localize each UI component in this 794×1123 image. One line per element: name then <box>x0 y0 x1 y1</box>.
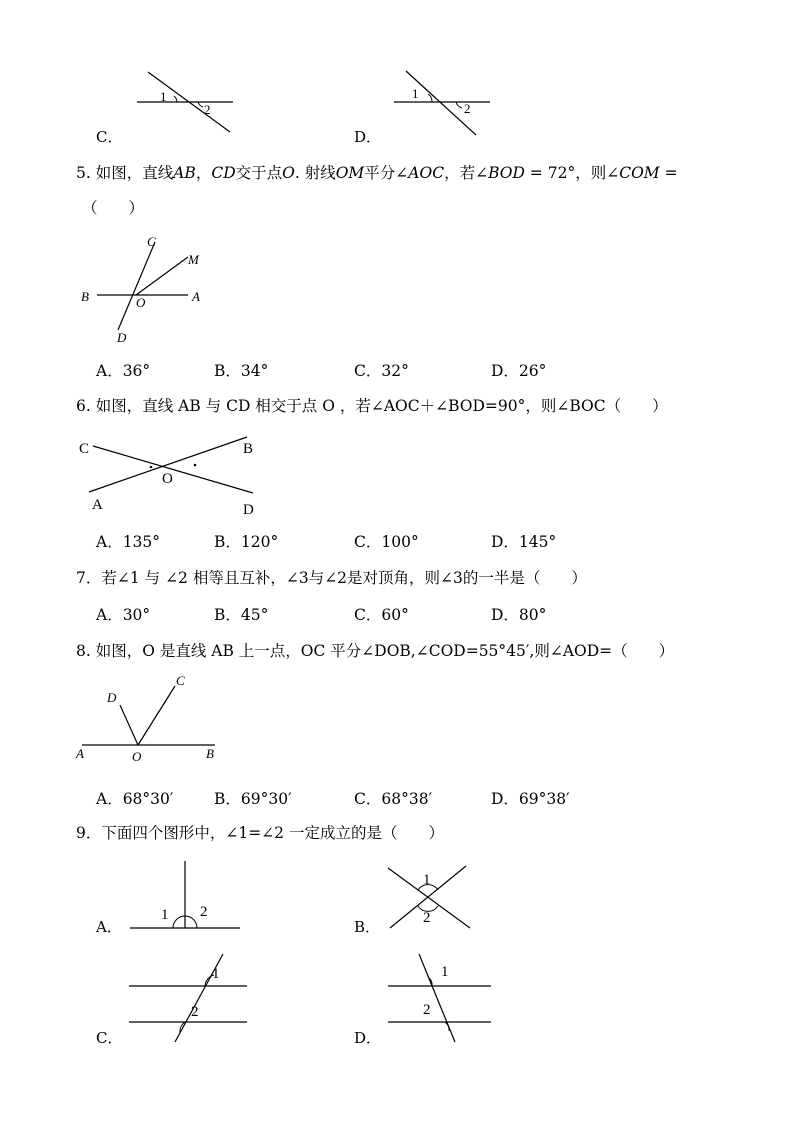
angle-label-1: 1 <box>423 872 431 888</box>
q5-option-c[interactable]: C．32° <box>354 362 409 380</box>
angle-label-2: 2 <box>200 904 208 920</box>
q6-option-d[interactable]: D．145° <box>491 533 557 551</box>
q5-math-com: COM <box>619 164 660 182</box>
angle-label-1: 1 <box>161 907 169 923</box>
angle-label-1: 1 <box>160 89 167 104</box>
point-o-label: O <box>132 749 142 764</box>
q6-option-b[interactable]: B．120° <box>214 533 279 551</box>
angle-label-1: 1 <box>441 964 449 980</box>
figure-q9-b <box>380 858 480 938</box>
q5-text: ，则∠ <box>575 164 620 182</box>
q5-math-ab: AB <box>173 164 196 182</box>
q8-option-c[interactable]: C．68°38′ <box>354 790 433 808</box>
angle-label-2: 2 <box>191 1004 199 1020</box>
point-o-label: O <box>136 295 146 310</box>
point-m-label: M <box>188 252 199 267</box>
point-c-label: C <box>176 673 185 688</box>
q5-math-om: OM <box>335 164 365 182</box>
figure-top-d <box>388 65 498 135</box>
figure-q9-c <box>125 950 255 1045</box>
q5-text: ，若∠ <box>444 164 489 182</box>
q6-option-a[interactable]: A．135° <box>96 533 161 551</box>
point-d-label: D <box>117 330 127 345</box>
figure-q5 <box>75 230 215 350</box>
point-d-label: D <box>243 502 254 518</box>
q5-option-d[interactable]: D．26° <box>491 362 547 380</box>
q5-math-o: O <box>282 164 295 182</box>
q5-text: 5. 如图，直线 <box>76 164 174 182</box>
q9-option-b-label[interactable]: B． <box>354 918 381 936</box>
q5-text: = <box>659 164 678 182</box>
q5-math-aoc: AOC <box>408 164 445 182</box>
option-d-label: D． <box>354 128 382 146</box>
q5-answer-paren: （ ） <box>82 199 145 217</box>
q5-text: ， <box>195 164 212 182</box>
angle-label-2: 2 <box>464 101 471 116</box>
point-o-label: O <box>162 471 173 487</box>
point-b-label: B <box>243 441 254 457</box>
angle-label-2: 2 <box>423 910 431 926</box>
q7-option-c[interactable]: C．60° <box>354 606 409 624</box>
q8-stem: 8. 如图，O 是直线 AB 上一点，OC 平分∠DOB,∠COD=55°45′,则∠AOD=（ ） <box>76 642 675 660</box>
q7-option-d[interactable]: D．80° <box>491 606 547 624</box>
figure-q9-a <box>125 858 245 938</box>
q5-text: . 射线 <box>294 164 336 182</box>
q8-option-b[interactable]: B．69°30′ <box>214 790 292 808</box>
q9-stem: 9．下面四个图形中，∠1=∠2 一定成立的是（ ） <box>76 824 444 842</box>
q5-stem <box>76 163 678 183</box>
point-c-label: C <box>79 441 90 457</box>
q5-option-b[interactable]: B．34° <box>214 362 269 380</box>
q5-option-a[interactable]: A．36° <box>96 362 151 380</box>
angle-label-2: 2 <box>423 1002 431 1018</box>
point-a-label: A <box>192 289 200 304</box>
q7-option-a[interactable]: A．30° <box>96 606 151 624</box>
q9-option-c-label[interactable]: C． <box>96 1029 123 1047</box>
q5-math-cd: CD <box>211 164 236 182</box>
figure-top-c <box>130 65 240 135</box>
point-d-label: D <box>107 690 117 705</box>
point-a-label: A <box>76 746 84 761</box>
q5-text: 交于点 <box>235 164 283 182</box>
angle-label-2: 2 <box>204 102 211 117</box>
figure-q9-d <box>385 950 500 1045</box>
q9-option-d-label[interactable]: D． <box>354 1029 382 1047</box>
q8-option-a[interactable]: A．68°30′ <box>96 790 174 808</box>
q6-stem: 6. 如图，直线 AB 与 CD 相交于点 O ，若∠AOC＋∠BOD=90°，则∠BOC（ ） <box>76 397 668 415</box>
q6-option-c[interactable]: C．100° <box>354 533 419 551</box>
point-b-label: B <box>206 746 214 761</box>
q8-option-d[interactable]: D．69°38′ <box>491 790 570 808</box>
q5-math-bod: BOD <box>488 164 525 182</box>
q7-stem: 7．若∠1 与 ∠2 相等且互补，∠3与∠2是对顶角，则∠3的一半是（ ） <box>76 569 587 587</box>
figure-q8 <box>75 672 225 767</box>
q9-option-a-label[interactable]: A． <box>96 918 122 936</box>
point-c-label: C <box>147 234 156 249</box>
option-c-label: C． <box>96 128 123 146</box>
angle-label-1: 1 <box>212 966 220 982</box>
q5-text: 平分∠ <box>364 164 409 182</box>
figure-q6 <box>75 432 275 522</box>
angle-label-1: 1 <box>412 86 419 101</box>
q7-option-b[interactable]: B．45° <box>214 606 269 624</box>
q5-text: = 72° <box>524 164 576 182</box>
point-a-label: A <box>92 497 103 513</box>
point-b-label: B <box>81 289 89 304</box>
